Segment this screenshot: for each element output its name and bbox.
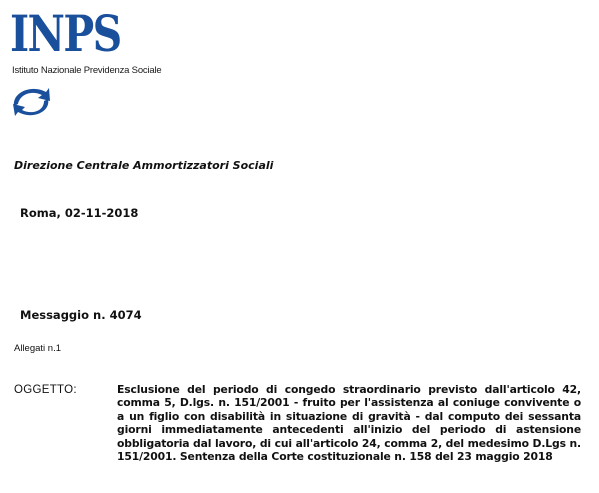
attachments-count: Allegati n.1 bbox=[14, 343, 62, 354]
subject-text: Esclusione del periodo di congedo straordinario previsto dall'articolo 42, comma 5, D.lgs. n. 151/2001 - fruito per l'assistenza al coniuge convivente o a un figlio con disabilità in situazione di gravità - dal computo dei sessanta giorni immediatamente antecedenti all'inizio del periodo di astensione obbligatoria dal lavoro, di cui all'articolo 24, comma 2, del medesimo D.Lgs n. 151/2001. Sentenza della Corte costituzionale n. 158 del 23 maggio 2018 bbox=[117, 383, 581, 464]
circular-arrows-logo-icon bbox=[10, 82, 52, 122]
department-name: Direzione Centrale Ammortizzatori Sociali bbox=[14, 159, 274, 172]
message-number: Messaggio n. 4074 bbox=[20, 308, 142, 322]
logo-wordmark: INPS bbox=[10, 4, 121, 63]
inps-logo bbox=[10, 6, 180, 124]
place-date: Roma, 02-11-2018 bbox=[20, 206, 139, 220]
logo-subtitle: Istituto Nazionale Previdenza Sociale bbox=[12, 65, 162, 76]
subject-label: OGGETTO: bbox=[14, 384, 77, 396]
